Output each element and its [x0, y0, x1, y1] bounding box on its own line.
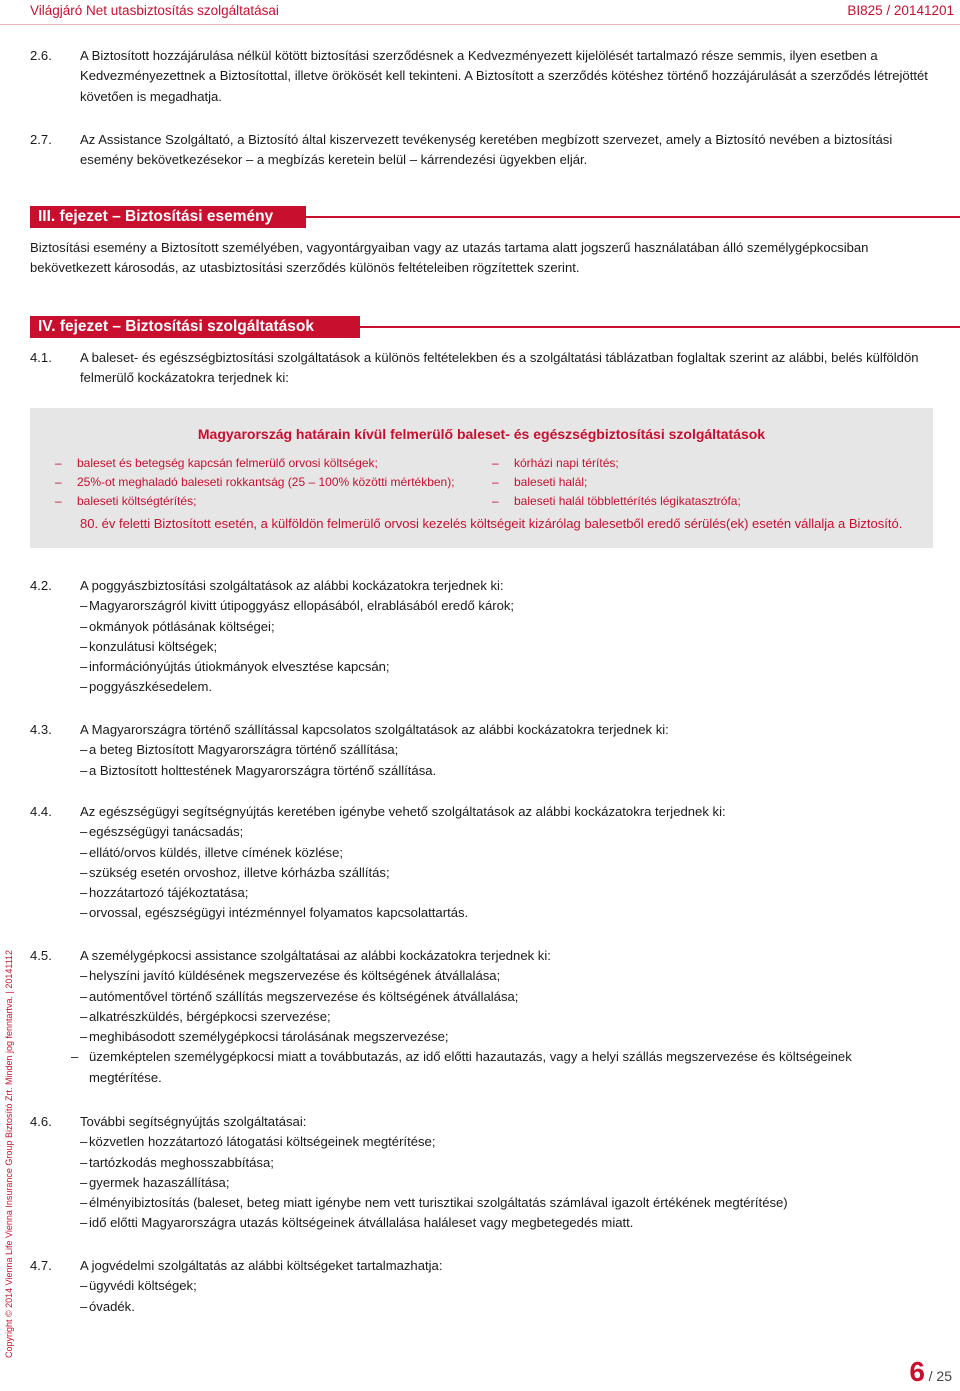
list-item: – egészségügyi tanácsadás; [80, 824, 244, 840]
list-item: – baleset és betegség kapcsán felmerülő orvosi költségek; [55, 454, 455, 473]
page-header [0, 0, 960, 25]
section-intro: További segítségnyújtás szolgáltatásai: [80, 1114, 307, 1129]
list-item: – gyermek hazaszállítása; [80, 1174, 230, 1190]
list-item: – meghibásodott személygépkocsi tárolásának megszervezése; [80, 1029, 449, 1045]
paragraph-number: 2.6. [30, 48, 52, 63]
paragraph-text: Az Assistance Szolgáltató, a Biztosító által kiszervezett tevékenység keretében megbízott szervezet, amely a Biztosító nevében a biztosítási esemény bekövetkezésekor – a megbízás keretein belül – kárrendezési ügyekben eljár. [80, 132, 893, 168]
paragraph-2-7 [30, 130, 938, 171]
benefits-box [30, 408, 933, 548]
section-intro: A poggyászbiztosítási szolgáltatások az alábbi kockázatokra terjednek ki: [80, 578, 504, 593]
list-item: – autómentővel történő szállítás megszervezése és költségének átvállalása; [80, 988, 519, 1004]
section-4-4 [30, 802, 938, 924]
section-number: 4.7. [30, 1258, 52, 1273]
list-item: – ellátó/orvos küldés, illetve címének közlése; [80, 844, 343, 860]
list-item: – konzulátusi költségek; [80, 638, 218, 654]
list-item: – poggyászkésedelem. [80, 679, 213, 695]
chapter-3-heading: III. fejezet – Biztosítási esemény [30, 206, 306, 228]
section-intro: A jogvédelmi szolgáltatás az alábbi költségeket tartalmazhatja: [80, 1258, 443, 1273]
section-4-2 [30, 576, 938, 698]
paragraph-2-6 [30, 46, 938, 107]
list-item: – üzemképtelen személygépkocsi miatt a továbbutazás, az idő előtti hazautazás, vagy a helyi szállás megszervezése és költségeinek megtérítése. [71, 1049, 852, 1085]
list-item: – tartózkodás meghosszabbítása; [80, 1154, 274, 1170]
section-number: 4.6. [30, 1114, 52, 1129]
list-item: – ügyvédi költségek; [80, 1278, 197, 1294]
chapter-4-heading: IV. fejezet – Biztosítási szolgáltatások [30, 316, 360, 338]
section-4-5 [30, 946, 938, 1088]
list-item: – orvossal, egészségügyi intézménnyel folyamatos kapcsolattartás. [80, 905, 469, 921]
section-number: 4.5. [30, 948, 52, 963]
paragraph-text: A Biztosított hozzájárulása nélkül kötött biztosítási szerződésnek a Kedvezményezett kijelölését tartalmazó része semmis, ilyen esetben a Kedvezményezettnek a Biztosítottal, illetve örökösét kell tekinteni. A Biztosított a szerződés kötéshez történő hozzájárulását a szerződés létrejöttét követően is megadhatja. [80, 48, 928, 104]
list-item: – hozzátartozó tájékoztatása; [80, 885, 249, 901]
paragraph-text: A baleset- és egészségbiztosítási szolgáltatások a különös feltételekben és a szolgáltatási táblázatban foglaltak szerint az alábbi, belés külföldön felmerülő kockázatokra terjednek ki: [80, 350, 919, 386]
list-item: – a Biztosított holttestének Magyarországra történő szállítása. [80, 762, 437, 778]
list-item: – baleseti halál; [492, 473, 741, 492]
list-item: – közvetlen hozzátartozó látogatási költségeinek megtérítése; [80, 1134, 436, 1150]
document-code: BI825 / 20141201 [847, 3, 954, 18]
paragraph-number: 4.1. [30, 350, 52, 365]
paragraph-number: 2.7. [30, 132, 52, 147]
section-intro: A Magyarországra történő szállítással kapcsolatos szolgáltatások az alábbi kockázatokra terjednek ki: [80, 722, 669, 737]
list-item: – kórházi napi térítés; [492, 454, 741, 473]
chapter-3-rule [306, 216, 960, 218]
section-number: 4.4. [30, 804, 52, 819]
list-item: – óvadék. [80, 1298, 135, 1314]
section-number: 4.2. [30, 578, 52, 593]
chapter-4-rule [360, 326, 960, 328]
document-title: Világjáró Net utasbiztosítás szolgáltatásai [30, 3, 279, 18]
benefits-box-note: 80. év feletti Biztosított esetén, a külföldön felmerülő orvosi kezelés költségeit kizárólag balesetből eredő sérülés(ek) esetén vállalja a Biztosító. [80, 516, 903, 531]
copyright-notice: Copyright © 2014 Vienna Life Vienna Insurance Group Biztosító Zrt. Minden jog fenntartva. | 20141112 [4, 949, 14, 1358]
section-4-6 [30, 1112, 938, 1234]
list-item: – információnyújtás útiokmányok elvesztése kapcsán; [80, 659, 390, 675]
section-4-7 [30, 1256, 938, 1317]
section-intro: A személygépkocsi assistance szolgáltatásai az alábbi kockázatokra terjednek ki: [80, 948, 551, 963]
benefits-left-list [55, 454, 455, 511]
benefits-box-title: Magyarország határain kívül felmerülő baleset- és egészségbiztosítási szolgáltatások [197, 426, 766, 442]
benefits-right-list [492, 454, 741, 511]
list-item: – 25%-ot meghaladó baleseti rokkantság (25 – 100% közötti mértékben); [55, 473, 455, 492]
list-item: – baleseti költségtérítés; [55, 492, 455, 511]
list-item: – szükség esetén orvoshoz, illetve kórházba szállítás; [80, 864, 390, 880]
list-item: – helyszíni javító küldésének megszervezése és költségének átvállalása; [80, 968, 501, 984]
list-item: – alkatrészküldés, bérgépkocsi szervezése; [80, 1008, 331, 1024]
section-4-3 [30, 720, 938, 781]
list-item: – baleseti halál többlettérítés légikatasztrófa; [492, 492, 741, 511]
list-item: – élményibiztosítás (baleset, beteg miatt igénybe nem vett turisztikai szolgáltatás számlával igazolt értékének megtérítése) [80, 1195, 788, 1211]
chapter-3-text: Biztosítási esemény a Biztosított személyében, vagyontárgyaiban vagy az utazás tartama alatt jogszerű használatában álló személygépkocsiban bekövetkezett károsodás, az utasbiztosítási szerződés különös feltételeiben rögzítettek szerint. [30, 240, 869, 276]
page-number [909, 1358, 952, 1391]
current-page: 6 [909, 1356, 925, 1387]
list-item: – okmányok pótlásának költségei; [80, 618, 275, 634]
section-number: 4.3. [30, 722, 52, 737]
list-item: – idő előtti Magyarországra utazás költségeinek átvállalása haláleset vagy megbetegedés miatt. [80, 1215, 634, 1231]
section-intro: Az egészségügyi segítségnyújtás keretében igénybe vehető szolgáltatások az alábbi kockázatokra terjednek ki: [80, 804, 726, 819]
total-pages: / 25 [928, 1368, 952, 1384]
list-item: – Magyarországról kivitt útipoggyász ellopásából, elrablásából eredő károk; [80, 598, 515, 614]
list-item: – a beteg Biztosított Magyarországra történő szállítása; [80, 742, 399, 758]
paragraph-4-1 [30, 348, 938, 389]
